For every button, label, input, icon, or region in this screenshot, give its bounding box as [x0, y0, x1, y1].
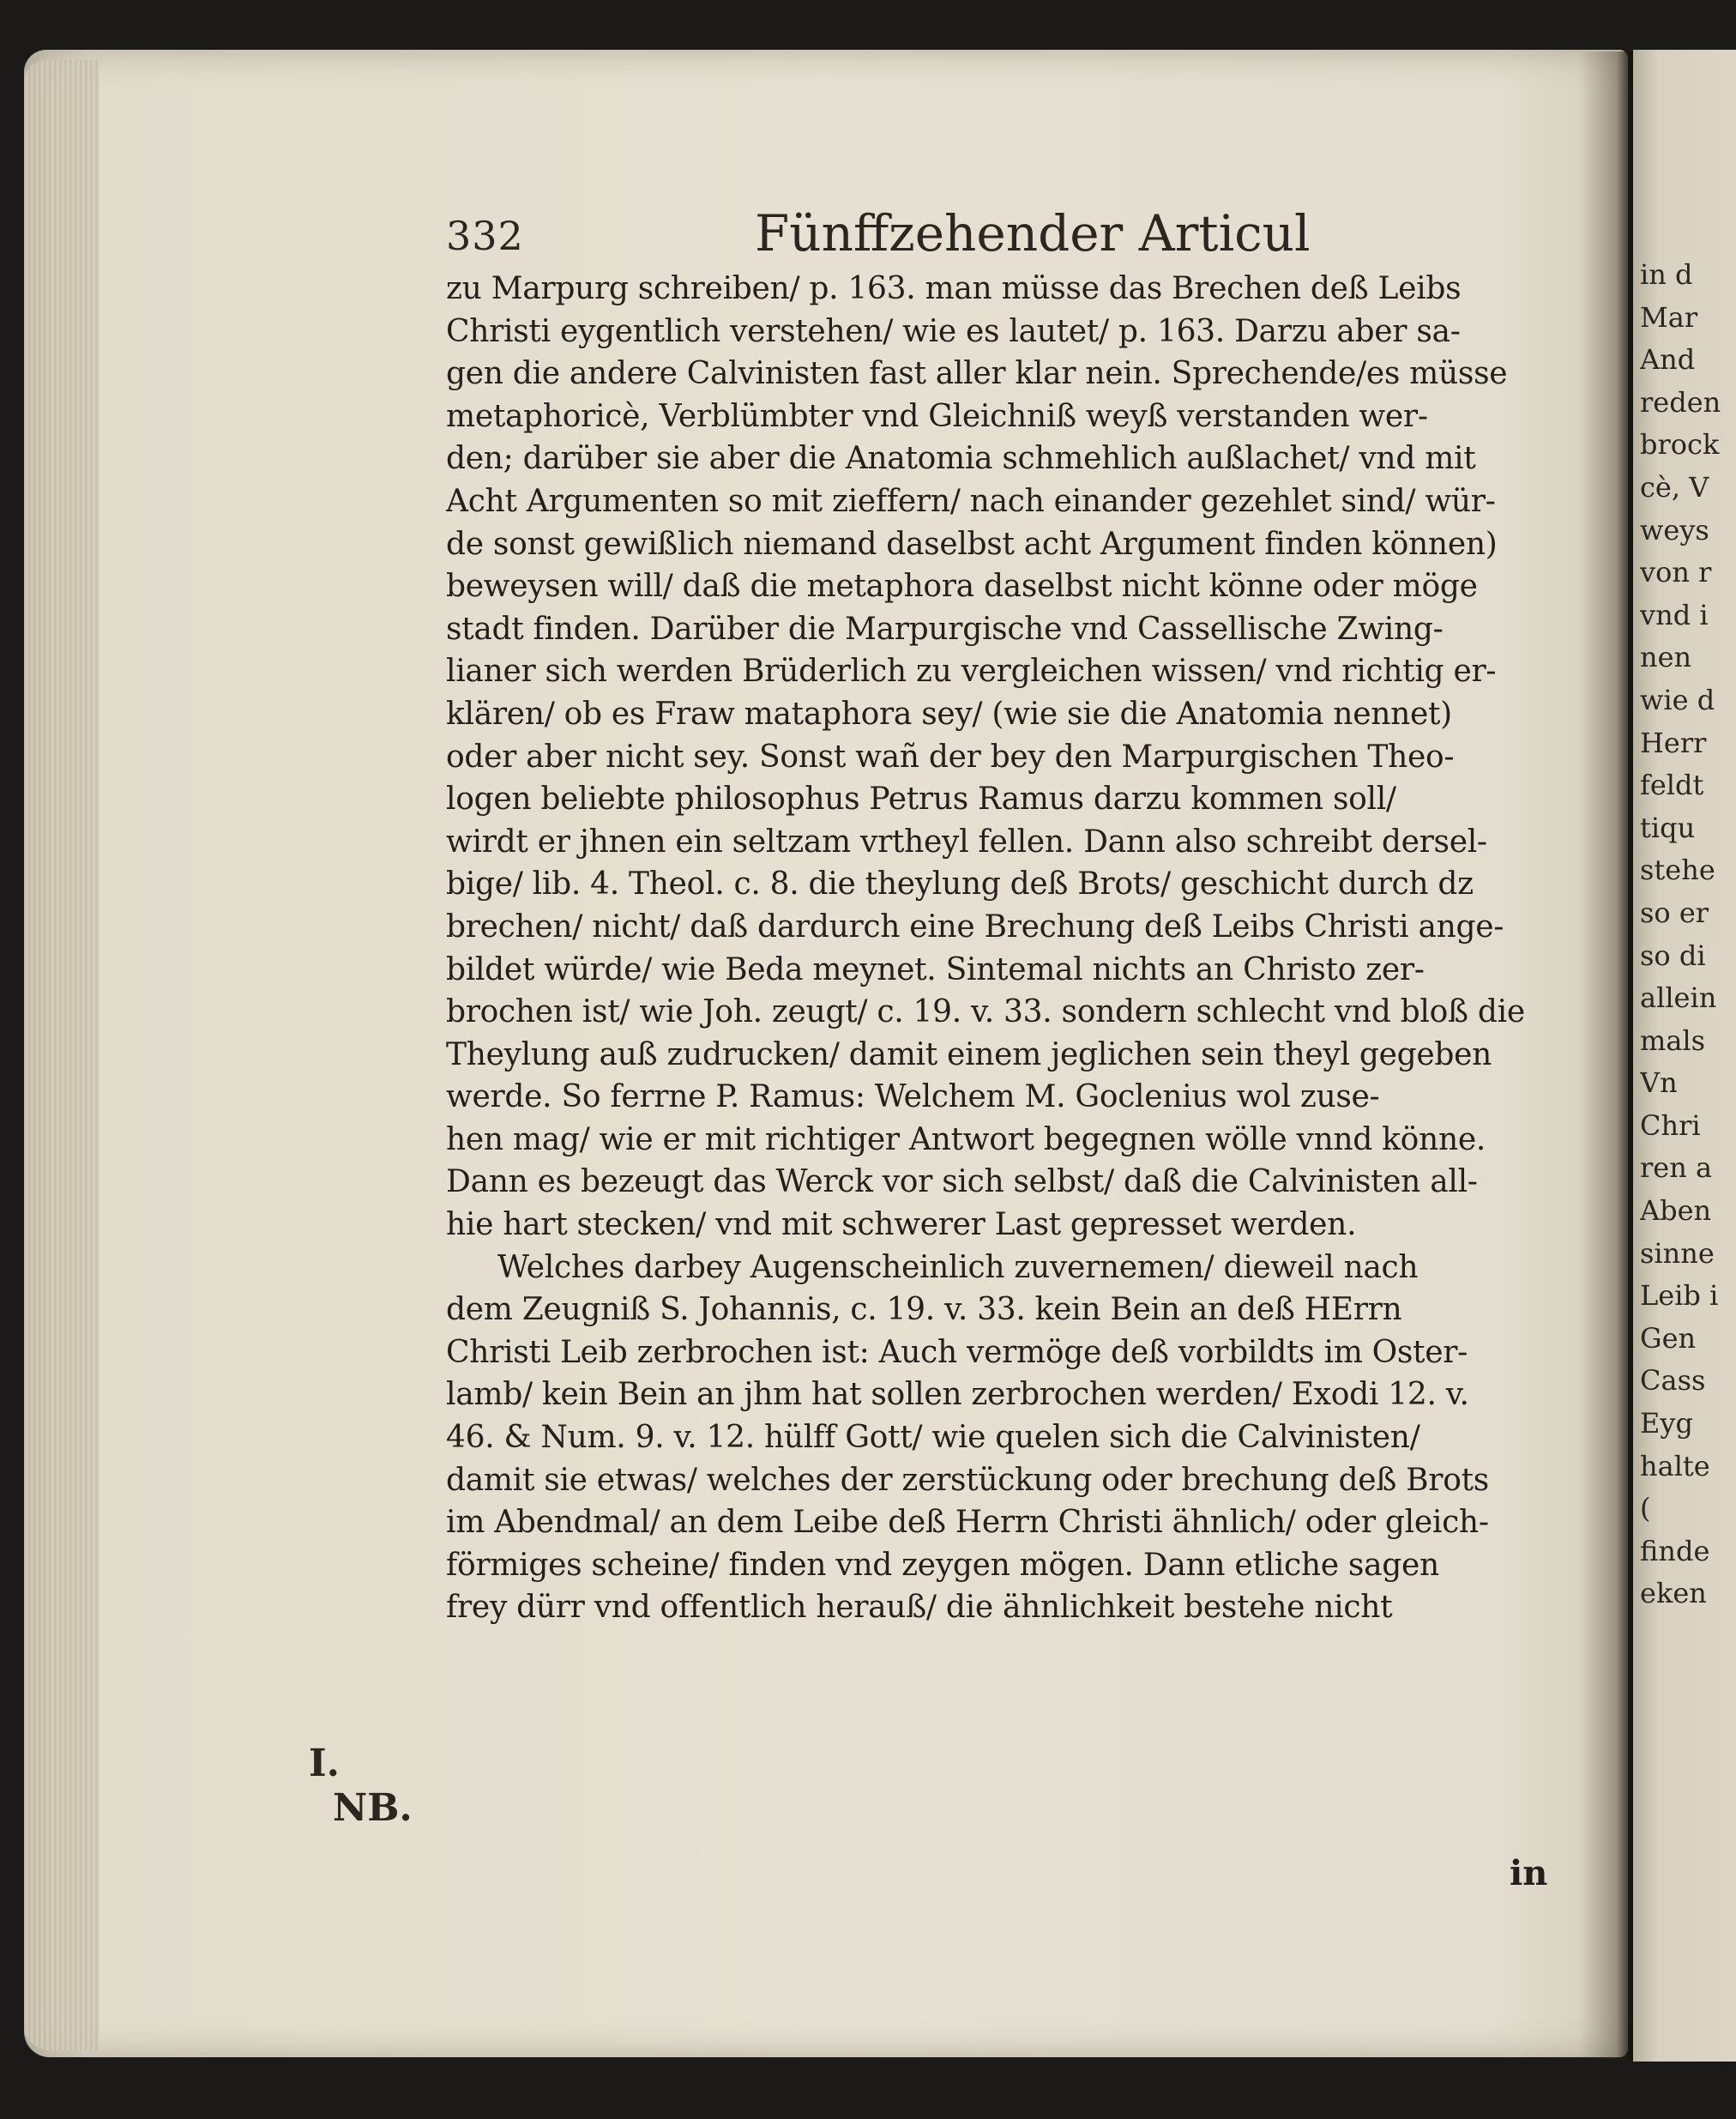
- text-line: mals: [1640, 1023, 1706, 1057]
- body-text: [446, 268, 1561, 1629]
- text-line: lianer sich werden Brüderlich zu vergleichen wissen/ vnd richtig er-: [446, 654, 1497, 690]
- text-line: weys: [1640, 513, 1709, 546]
- text-line: klären/ ob es Fraw mataphora sey/ (wie sie die Anatomia nennet): [446, 696, 1452, 732]
- text-line: hen mag/ wie er mit richtiger Antwort begegnen wölle vnnd könne.: [446, 1121, 1486, 1157]
- text-line: bige/ lib. 4. Theol. c. 8. die theylung deß Brots/ geschicht durch dz: [446, 866, 1474, 903]
- text-line: gen die andere Calvinisten fast aller klar nein. Sprechende/es müsse: [446, 356, 1508, 392]
- text-line: Mar: [1640, 300, 1698, 334]
- text-line: Herr: [1640, 726, 1707, 759]
- right-page-text: [1640, 254, 1736, 1615]
- text-line: wie d: [1640, 683, 1715, 716]
- text-line: Chri: [1640, 1108, 1701, 1142]
- text-line: Acht Argumenten so mit zieffern/ nach einander gezehlet sind/ wür-: [446, 483, 1496, 519]
- text-line: lamb/ kein Bein an jhm hat sollen zerbrochen werden/ Exodi 12. v.: [446, 1377, 1469, 1413]
- page-header: [446, 204, 1561, 264]
- text-line: brechen/ nicht/ daß dardurch eine Brechung deß Leibs Christi ange-: [446, 909, 1504, 945]
- text-line: Cass: [1640, 1364, 1706, 1398]
- margin-note: I.: [309, 1742, 340, 1785]
- text-line: halte: [1640, 1449, 1710, 1482]
- text-line: eken: [1640, 1577, 1707, 1610]
- text-line: damit sie etwas/ welches der zerstückung oder brechung deß Brots: [446, 1462, 1489, 1498]
- text-line: Leib i: [1640, 1279, 1719, 1313]
- text-line: allein: [1640, 981, 1717, 1015]
- margin-note: NB.: [333, 1786, 413, 1830]
- text-line: And: [1640, 343, 1696, 377]
- text-line: werde. So ferrne P. Ramus: Welchem M. Goclenius wol zuse-: [446, 1079, 1380, 1115]
- text-line: zu Marpurg schreiben/ p. 163. man müsse das Brechen deß Leibs: [446, 271, 1462, 306]
- text-line: reden: [1640, 385, 1721, 419]
- text-line: hie hart stecken/ vnd mit schwerer Last gepresset werden.: [446, 1207, 1357, 1243]
- text-line: ren a: [1640, 1151, 1713, 1185]
- text-line: Theylung auß zudrucken/ damit einem jeglichen sein theyl gegeben: [446, 1036, 1492, 1072]
- text-line: dem Zeugniß S. Johannis, c. 19. v. 33. kein Bein an deß HErrn: [446, 1292, 1402, 1328]
- text-line: so di: [1640, 939, 1706, 972]
- text-line: Christi eygentlich verstehen/ wie es lautet/ p. 163. Darzu aber sa-: [446, 313, 1461, 349]
- text-line: stehe: [1640, 854, 1715, 887]
- text-line: Eyg: [1640, 1407, 1693, 1440]
- text-line: Welches darbey Augenscheinlich zuvernemen/ dieweil nach: [497, 1249, 1419, 1285]
- text-line: metaphoricè, Verblümbter vnd Gleichniß weyß verstanden wer-: [446, 398, 1428, 434]
- text-line: bildet würde/ wie Beda meynet. Sintemal nichts an Christo zer-: [446, 951, 1425, 987]
- text-line: logen beliebte philosophus Petrus Ramus darzu kommen soll/: [446, 782, 1396, 818]
- text-line: brock: [1640, 428, 1720, 462]
- text-line: Gen: [1640, 1321, 1697, 1355]
- text-line: den; darüber sie aber die Anatomia schmehlich außlachet/ vnd mit: [446, 441, 1476, 477]
- text-line: stadt finden. Darüber die Marpurgische vnd Cassellische Zwing-: [446, 611, 1444, 647]
- text-line: wirdt er jhnen ein seltzam vrtheyl fellen. Dann also schreibt dersel-: [446, 824, 1487, 860]
- book-gutter: [1578, 51, 1633, 2059]
- text-line: förmiges scheine/ finden vnd zeygen mögen. Dann etliche sagen: [446, 1547, 1439, 1583]
- catchword: in: [1510, 1853, 1548, 1893]
- text-line: Aben: [1640, 1194, 1712, 1228]
- text-line: (: [1640, 1492, 1651, 1525]
- text-line: nen: [1640, 641, 1692, 674]
- text-line: beweysen will/ daß die metaphora daselbst nicht könne oder möge: [446, 569, 1478, 605]
- text-line: finde: [1640, 1534, 1710, 1567]
- text-line: feldt: [1640, 769, 1704, 802]
- text-line: sinne: [1640, 1236, 1715, 1270]
- text-line: cè, V: [1640, 470, 1709, 504]
- running-title: Fünffzehender Articul: [755, 204, 1311, 263]
- text-line: tiqu: [1640, 811, 1696, 844]
- text-line: Christi Leib zerbrochen ist: Auch vermöge deß vorbildts im Oster-: [446, 1334, 1468, 1370]
- text-line: Vn: [1640, 1066, 1678, 1100]
- page-number: 332: [446, 213, 524, 259]
- text-line: Dann es bezeugt das Werck vor sich selbst/ daß die Calvinisten all-: [446, 1164, 1478, 1200]
- text-line: so er: [1640, 896, 1709, 929]
- page-edge: [24, 60, 99, 2050]
- text-line: oder aber nicht sey. Sonst wañ der bey den Marpurgischen Theo-: [446, 739, 1455, 775]
- text-line: im Abendmal/ an dem Leibe deß Herrn Christi ähnlich/ oder gleich-: [446, 1505, 1489, 1541]
- text-line: de sonst gewißlich niemand daselbst acht Argument finden können): [446, 526, 1498, 562]
- text-line: von r: [1640, 556, 1712, 589]
- text-line: in d: [1640, 258, 1693, 291]
- text-line: 46. & Num. 9. v. 12. hülff Gott/ wie quelen sich die Calvinisten/: [446, 1420, 1420, 1456]
- text-line: frey dürr vnd offentlich herauß/ die ähnlichkeit bestehe nicht: [446, 1590, 1393, 1626]
- text-line: brochen ist/ wie Joh. zeugt/ c. 19. v. 33. sondern schlecht vnd bloß die: [446, 994, 1525, 1030]
- text-line: vnd i: [1640, 598, 1709, 631]
